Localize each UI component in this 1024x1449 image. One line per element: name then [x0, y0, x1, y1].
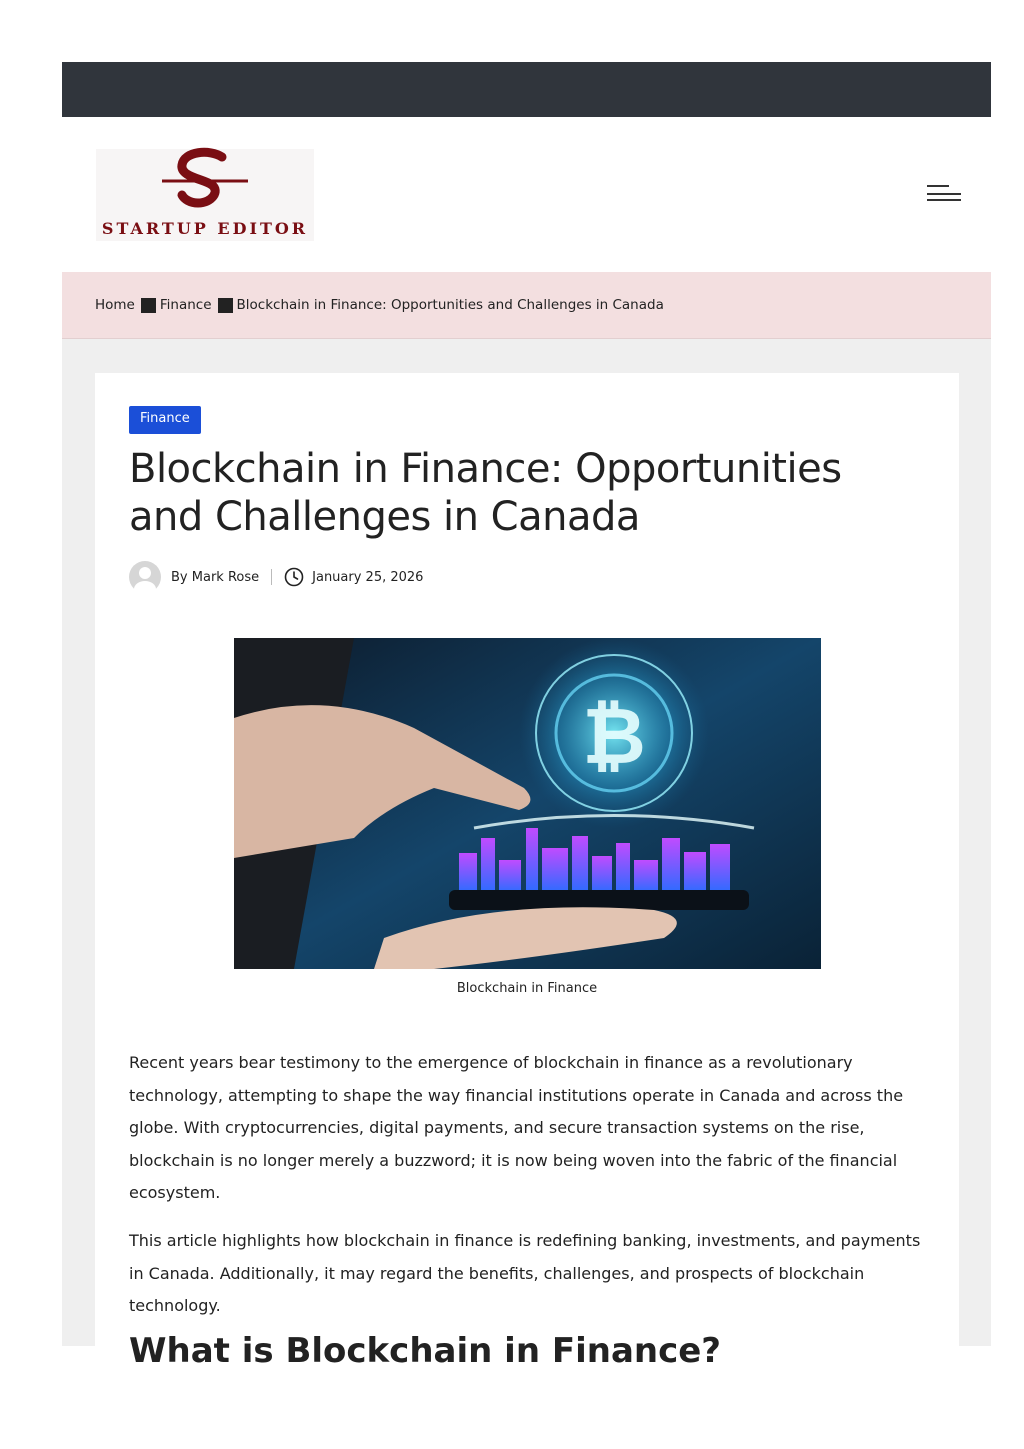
square-separator-icon — [141, 298, 156, 313]
site-logo[interactable] — [96, 149, 314, 241]
blockchain-hand-illustration — [234, 638, 821, 969]
author-prefix: By — [171, 569, 188, 585]
author-link[interactable]: Mark Rose — [191, 569, 260, 585]
page-frame — [62, 62, 991, 1371]
svg-text:₿: ₿ — [582, 692, 646, 782]
author-byline — [171, 570, 259, 585]
site-header — [62, 117, 991, 272]
article-meta — [129, 561, 423, 593]
breadcrumb-current: Blockchain in Finance: Opportunities and Challenges in Canada — [236, 297, 664, 313]
article-paragraph: Recent years bear testimony to the emergence of blockchain in finance as a revolutionary technology, attempting to shape the way financial institutions operate in Canada and across the globe. With cryptocurrencies, digital payments, and secure transaction systems on the rise, blockchain is no longer merely a buzzword; it is now being woven into the fabric of the financial ecosystem. — [129, 1053, 904, 1202]
breadcrumb — [62, 272, 991, 339]
image-caption: Blockchain in Finance — [456, 981, 598, 996]
meta-divider — [271, 569, 272, 585]
category-badge[interactable]: Finance — [129, 406, 201, 434]
article-paragraph: This article highlights how blockchain in finance is redefining banking, investments, and payments in Canada. Additionally, it may regard the benefits, challenges, and prospects of blockchain technology. — [129, 1231, 921, 1315]
square-separator-icon — [218, 298, 233, 313]
publish-date[interactable]: January 25, 2026 — [312, 569, 424, 585]
section-heading: What is Blockchain in Finance? — [129, 1331, 722, 1371]
logo-s-mark — [160, 151, 250, 215]
featured-image — [234, 638, 821, 969]
breadcrumb-finance[interactable]: Finance — [159, 297, 212, 313]
article-card — [95, 373, 959, 1373]
section-heading-clip — [129, 1331, 929, 1371]
clock-icon — [284, 567, 304, 587]
top-bar — [62, 62, 991, 117]
logo-wordmark: STARTUP EDITOR — [101, 219, 309, 238]
avatar[interactable] — [129, 561, 161, 593]
hamburger-menu-icon[interactable] — [927, 185, 961, 207]
article-title: Blockchain in Finance: Opportunities and Challenges in Canada — [129, 446, 842, 540]
breadcrumb-home[interactable]: Home — [95, 297, 135, 313]
